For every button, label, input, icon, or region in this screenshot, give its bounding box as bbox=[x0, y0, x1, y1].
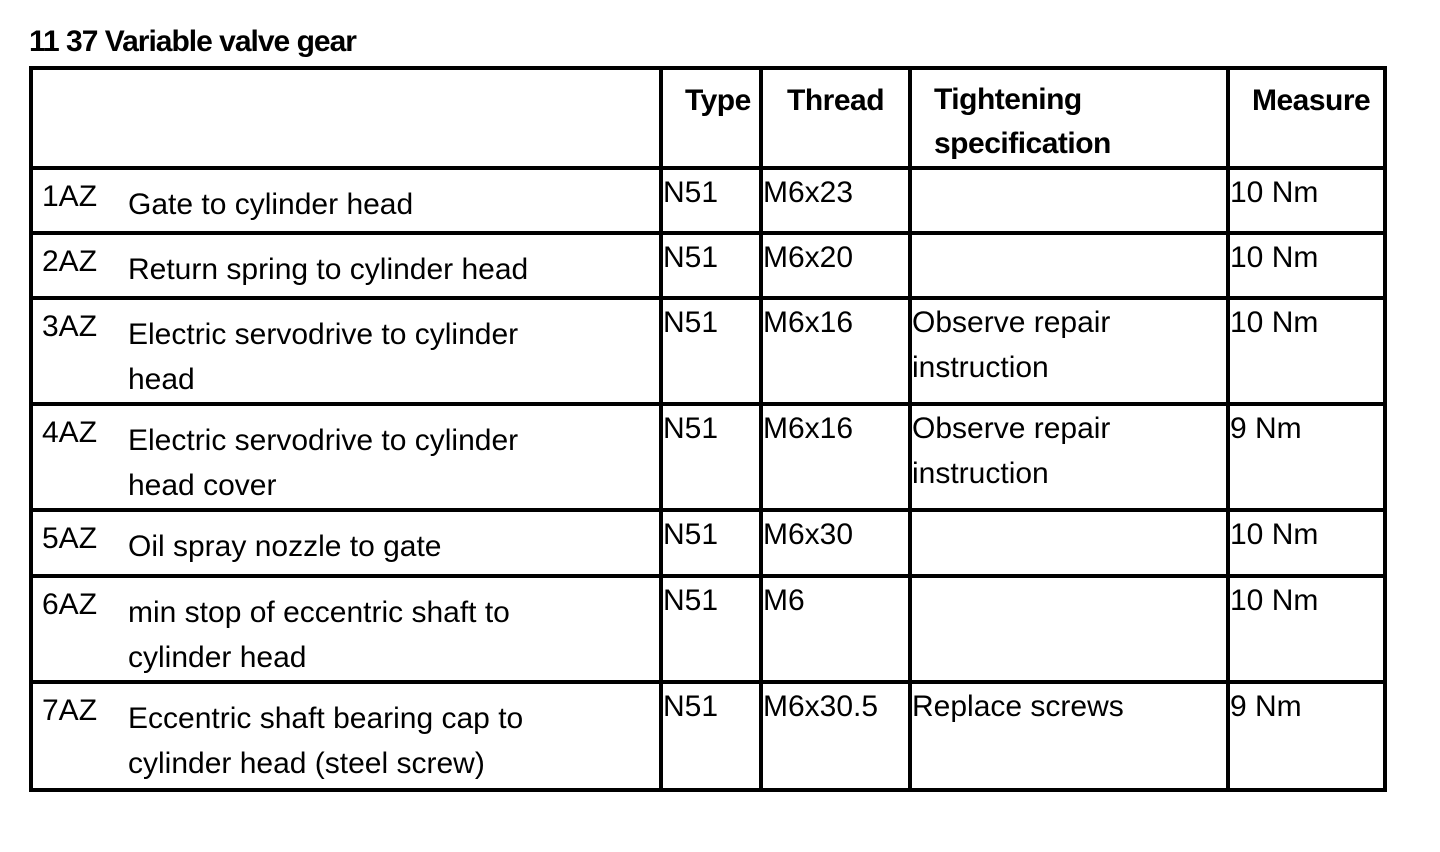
tightening-cell bbox=[910, 233, 1228, 298]
item-description-line1: Electric servodrive to cylinder bbox=[128, 318, 519, 351]
type-cell: N51 bbox=[661, 233, 761, 298]
type-cell: N51 bbox=[661, 298, 761, 404]
table-row bbox=[31, 298, 1385, 404]
item-cell bbox=[31, 682, 661, 790]
item-cell bbox=[31, 510, 661, 576]
header-tightening-line1: Tightening bbox=[934, 83, 1082, 116]
item-description-line1: min stop of eccentric shaft to bbox=[128, 596, 510, 629]
header-measure: Measure bbox=[1228, 68, 1385, 168]
header-item-cell bbox=[31, 68, 661, 168]
measure-cell: 10 Nm bbox=[1228, 233, 1385, 298]
thread-cell: M6 bbox=[761, 576, 910, 682]
tightening-line1: Observe repair bbox=[912, 412, 1111, 445]
table-row bbox=[31, 404, 1385, 510]
header-tightening-line2: specification bbox=[934, 127, 1111, 160]
item-description: Oil spray nozzle to gate bbox=[128, 530, 442, 563]
item-cell bbox=[31, 298, 661, 404]
item-code: 5AZ bbox=[42, 522, 98, 555]
measure-cell: 10 Nm bbox=[1228, 576, 1385, 682]
item-cell bbox=[31, 404, 661, 510]
thread-cell: M6x16 bbox=[761, 404, 910, 510]
thread-cell: M6x30 bbox=[761, 510, 910, 576]
item-description bbox=[33, 684, 659, 786]
measure-cell: 10 Nm bbox=[1228, 168, 1385, 233]
item-description-line2: head cover bbox=[128, 469, 277, 502]
tightening-cell bbox=[910, 168, 1228, 233]
tightening-line2: instruction bbox=[912, 457, 1049, 490]
table-row bbox=[31, 576, 1385, 682]
item-cell bbox=[31, 233, 661, 298]
item-description-line2: head bbox=[128, 363, 195, 396]
item-code: 3AZ bbox=[42, 310, 98, 343]
thread-cell: M6x23 bbox=[761, 168, 910, 233]
item-description: Return spring to cylinder head bbox=[128, 253, 529, 286]
type-cell: N51 bbox=[661, 576, 761, 682]
measure-cell: 10 Nm bbox=[1228, 510, 1385, 576]
item-code: 1AZ bbox=[42, 180, 98, 213]
measure-cell: 10 Nm bbox=[1228, 298, 1385, 404]
item-description bbox=[33, 300, 659, 402]
type-cell: N51 bbox=[661, 510, 761, 576]
type-cell: N51 bbox=[661, 682, 761, 790]
thread-cell: M6x16 bbox=[761, 298, 910, 404]
tightening-line1: Replace screws bbox=[912, 690, 1124, 723]
item-cell bbox=[31, 576, 661, 682]
tightening-cell bbox=[910, 298, 1228, 404]
thread-cell: M6x30.5 bbox=[761, 682, 910, 790]
type-cell: N51 bbox=[661, 168, 761, 233]
table-row bbox=[31, 682, 1385, 790]
thread-cell: M6x20 bbox=[761, 233, 910, 298]
table-row bbox=[31, 168, 1385, 233]
table-header-row bbox=[31, 68, 1385, 168]
table-row bbox=[31, 510, 1385, 576]
item-code: 6AZ bbox=[42, 588, 98, 621]
measure-cell: 9 Nm bbox=[1228, 682, 1385, 790]
item-code: 7AZ bbox=[42, 694, 98, 727]
item-description-line1: Eccentric shaft bearing cap to bbox=[128, 702, 524, 735]
torque-spec-table bbox=[29, 66, 1387, 792]
header-thread: Thread bbox=[761, 68, 910, 168]
type-cell: N51 bbox=[661, 404, 761, 510]
item-description-line2: cylinder head (steel screw) bbox=[128, 747, 485, 780]
item-description: Gate to cylinder head bbox=[128, 188, 414, 221]
item-code: 4AZ bbox=[42, 416, 98, 449]
tightening-line1: Observe repair bbox=[912, 306, 1111, 339]
item-description bbox=[33, 406, 659, 508]
tightening-cell bbox=[910, 510, 1228, 576]
tightening-cell bbox=[910, 682, 1228, 790]
table-row bbox=[31, 233, 1385, 298]
page-title: 11 37 Variable valve gear bbox=[29, 25, 356, 58]
tightening-line2: instruction bbox=[912, 351, 1049, 384]
item-description-line1: Electric servodrive to cylinder bbox=[128, 424, 519, 457]
measure-cell: 9 Nm bbox=[1228, 404, 1385, 510]
tightening-cell bbox=[910, 404, 1228, 510]
item-cell bbox=[31, 168, 661, 233]
tightening-cell bbox=[910, 576, 1228, 682]
item-description-line2: cylinder head bbox=[128, 641, 307, 674]
header-type: Type bbox=[661, 68, 761, 168]
header-tightening bbox=[910, 68, 1228, 168]
item-description bbox=[33, 578, 659, 680]
item-code: 2AZ bbox=[42, 245, 98, 278]
